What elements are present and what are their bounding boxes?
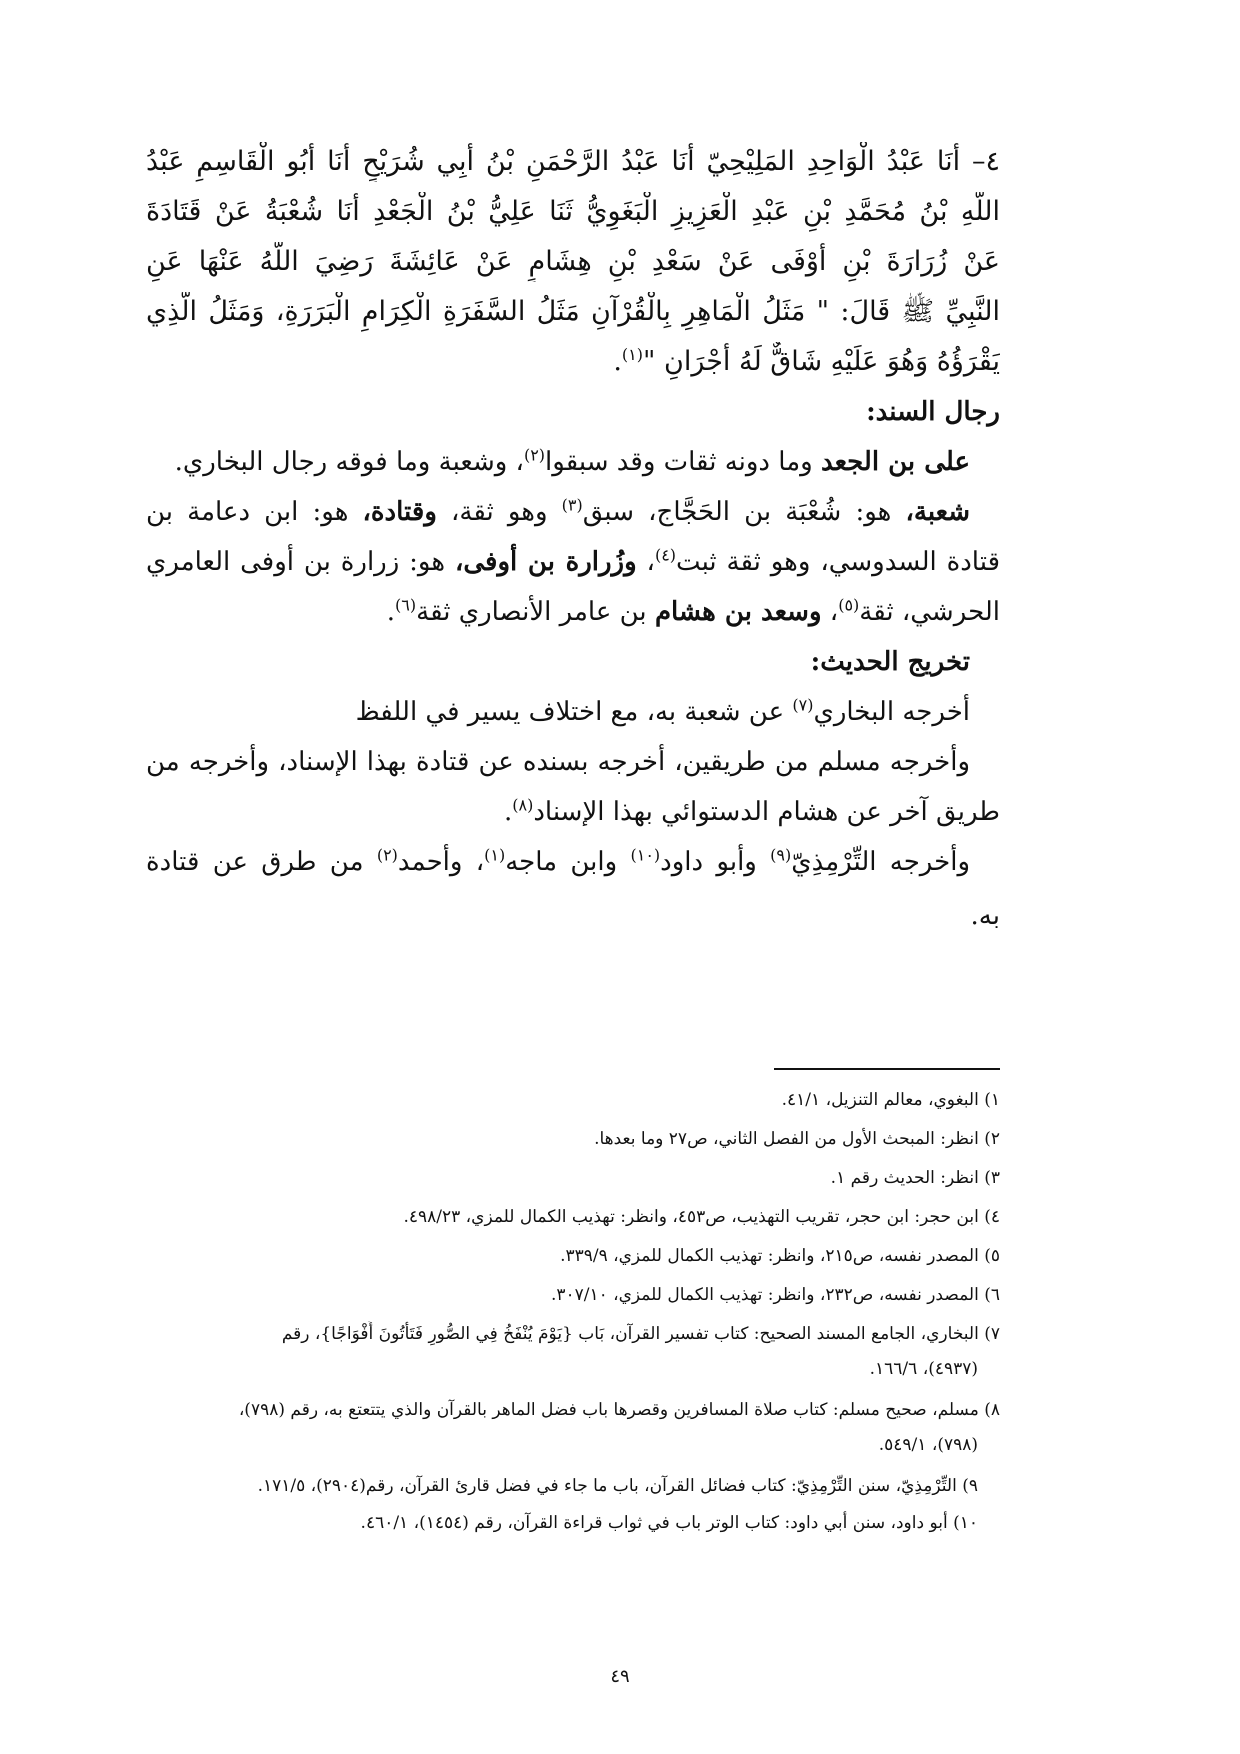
takhrij-text: وأبو داود [660,847,771,877]
footnote-separator [774,1068,1000,1070]
takhrij-text: طريق آخر عن هشام الدستوائي بهذا الإسناد [533,797,1000,827]
narrator-name: وقتادة، [362,497,437,527]
rijal-line-3 [146,542,1000,582]
hadith-line-5 [146,342,1000,382]
footnote-ref: (٢) [523,445,546,465]
takhrij-text: أخرجه البخاري [813,697,970,727]
narrator-name: على بن الجعد [820,447,970,477]
hadith-line-5-text: يَقْرَؤُهُ وَهُوَ عَلَيْهِ شَاقٌّ لَهُ أَجْرَانِ " [643,346,1000,377]
rijal-line-4 [146,592,1000,632]
footnote-6: ٦) المصدر نفسه، ص٢٣٢، وانظر: تهذيب الكمال للمزي، ٣٠٧/١٠. [550,1285,1000,1305]
narrator-name: وزُرارة بن أوفى، [454,547,637,577]
hadith-line-2: اللَّهِ بْنُ مُحَمَّدِ بْنِ عَبْدِ الْعَزِيزِ الْبَغَوِيُّ ثَنَا عَلِيُّ بْنُ الْجَعْدِ أَنَا شُعْبَةُ عَنْ قَتَادَةَ [146,196,1000,227]
hadith-line-1: ٤– أَنَا عَبْدُ الْوَاحِدِ المَلِيْحِيّ أَنَا عَبْدُ الرَّحْمَنِ بْنُ أَبِي شُرَيْحٍ أَنَا أَبُو الْقَاسِمِ عَبْدُ [146,146,1000,177]
hadith-line-5-end: . [613,346,622,377]
takhrij-line-2: وأخرجه مسلم من طريقين، أخرجه بسنده عن قتادة بهذا الإسناد، وأخرجه من [146,747,970,777]
footnote-ref: (٥) [838,595,860,615]
page-number: ٤٩ [610,1666,630,1687]
footnote-ref: (٧) [792,695,814,715]
takhrij-line-4 [146,842,970,882]
footnote-7: ٧) البخاري، الجامع المسند الصحيح: كتاب تفسير القرآن، بَاب {يَوْمَ يُنْفَخُ فِي الصُّورِ فَتَأْتُونَ أَفْوَاجًا}، رقم [281,1324,1000,1344]
footnote-9: ٩) التِّرْمِذِيّ، سنن التِّرْمِذِيّ: كتاب فضائل القرآن، باب ما جاء في فضل قارئ القرآن، رقم(٢٩٠٤)، ١٧١/٥. [257,1476,978,1496]
section-heading-rijal: رجال السند: [866,397,1000,427]
footnote-ref: (٤) [654,545,677,565]
footnote-7-cont: (٤٩٣٧)، ١٦٦/٦. [869,1359,978,1379]
takhrij-text: من طرق عن قتادة [146,847,377,877]
rijal-text: وما دونه ثقات وقد سبقوا [545,447,821,477]
narrator-name: وسعد بن هشام [654,597,822,627]
takhrij-text: . [503,797,513,827]
rijal-line-2 [146,492,970,532]
hadith-line-4: النَّبِيِّ ﷺ قَالَ: " مَثَلُ الْمَاهِرِ بِالْقُرْآنِ مَثَلُ السَّفَرَةِ الْكِرَامِ الْبَرَرَةِ، وَمَثَلُ الَّذِي [146,296,1000,327]
footnote-ref: (١) [484,845,506,865]
rijal-text: الحرشي، ثقة [859,597,1000,627]
rijal-text: . [386,597,396,627]
rijal-line-1 [146,442,970,482]
rijal-text: ، وشعبة وما فوقه رجال البخاري. [174,447,524,477]
takhrij-text: ، وأحمد [397,847,485,877]
footnote-1: ١) البغوي، معالم التنزيل، ٤١/١. [781,1090,1000,1110]
section-heading-takhrij: تخريج الحديث: [810,647,970,677]
footnote-2: ٢) انظر: المبحث الأول من الفصل الثاني، ص٢٧ وما بعدها. [594,1129,1000,1149]
footnote-ref: (١) [621,345,643,364]
footnote-8-cont: (٧٩٨)، ٥٤٩/١. [878,1435,978,1455]
footnote-8: ٨) مسلم، صحيح مسلم: كتاب صلاة المسافرين وقصرها باب فضل الماهر بالقرآن والذي يتتعتع به، رقم (٧٩٨)، [238,1400,1000,1420]
takhrij-line-5: به. [970,901,1000,931]
footnote-ref: (٩) [770,845,792,865]
narrator-name: شعبة، [905,497,970,527]
footnote-10: ١٠) أبو داود، سنن أبي داود: كتاب الوتر باب في ثواب قراءة القرآن، رقم (١٤٥٤)، ٤٦٠/١. [360,1513,978,1533]
footnote-5: ٥) المصدر نفسه، ص٢١٥، وانظر: تهذيب الكمال للمزي، ٣٣٩/٩. [560,1246,1000,1266]
rijal-text: هو: ابن دعامة بن [146,497,363,527]
hadith-line-3: عَنْ زُرَارَةَ بْنِ أَوْفَى عَنْ سَعْدِ بْنِ هِشَامٍ عَنْ عَائِشَةَ رَضِيَ اللَّهُ عَنْهَا عَنِ [146,246,1000,277]
takhrij-text: وابن ماجه [505,847,631,877]
footnote-3: ٣) انظر: الحديث رقم ١. [830,1168,1000,1188]
rijal-text: هو: شُعْبَة بن الحَجَّاج، سبق [582,497,906,527]
takhrij-text: عن شعبة به، مع اختلاف يسير في اللفظ [355,697,793,727]
footnote-ref: (٣) [561,495,583,515]
footnote-ref: (٨) [512,795,534,815]
rijal-text: هو: زرارة بن أوفى العامري [146,547,455,577]
footnote-ref: (٦) [395,595,417,615]
rijal-text: ، [636,547,655,577]
takhrij-text: وأخرجه التِّرْمِذِيّ [791,847,970,877]
rijal-text: بن عامر الأنصاري ثقة [416,597,655,627]
footnote-ref: (١٠) [630,845,661,865]
rijal-text: وهو ثقة، [436,497,562,527]
footnote-ref: (٢) [376,845,398,865]
rijal-text: ، [821,597,839,627]
rijal-text: قتادة السدوسي، وهو ثقة ثبت [676,547,1000,577]
footnote-4: ٤) ابن حجر: ابن حجر، تقريب التهذيب، ص٤٥٣، وانظر: تهذيب الكمال للمزي، ٤٩٨/٢٣. [403,1207,1000,1227]
takhrij-line-1 [146,692,970,732]
takhrij-line-3 [146,792,1000,832]
